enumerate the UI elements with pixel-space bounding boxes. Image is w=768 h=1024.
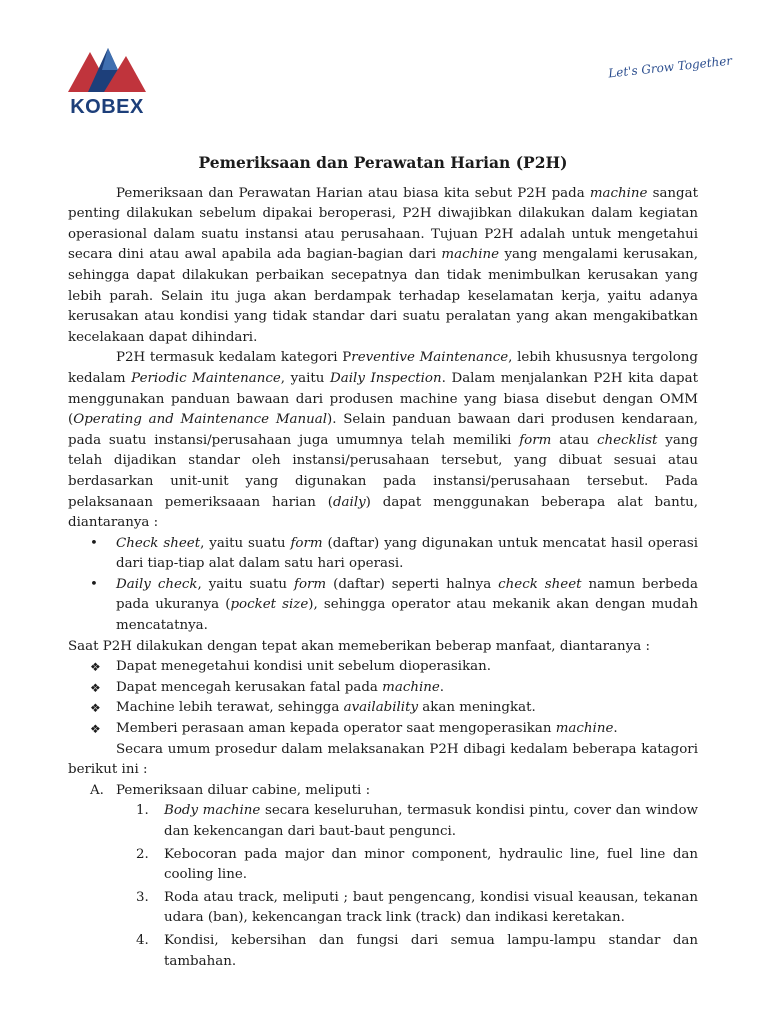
list-item: • Daily check, yaitu suatu form (daftar) seperti halnya check sheet namun berbeda pada ukuranya (pocket size), sehingga operator atau mekanik akan dengan mudah mencatatnya.	[90, 576, 698, 634]
list-item: 3. Roda atau track, meliputi ; baut pengencang, kondisi visual keausan, tekanan udara (ban), kekencangan track link (track) dan indikasi keretakan.	[136, 889, 698, 926]
list-marker: A.	[90, 782, 104, 798]
list-item	[68, 781, 698, 972]
logo-wordmark: KOBEX	[70, 96, 144, 118]
document-title: Pemeriksaan dan Perawatan Harian (P2H)	[198, 153, 568, 172]
list-item: • Check sheet, yaitu suatu form (daftar) yang digunakan untuk mencatat hasil operasi dari tiap-tiap alat dalam satu hari operasi.	[90, 535, 698, 572]
bullet-icon: •	[90, 535, 98, 551]
benefits-intro: Saat P2H dilakukan dengan tepat akan memeberikan beberap manfaat, diantaranya :	[68, 638, 650, 654]
tools-list	[68, 534, 698, 637]
diamond-bullet-icon: ❖	[90, 680, 101, 695]
list-item: ❖ Dapat mencegah kerusakan fatal pada machine.	[68, 678, 698, 699]
diamond-bullet-icon: ❖	[90, 722, 101, 737]
list-item: ❖ Memberi perasaan aman kepada operator saat mengoperasikan machine.	[68, 719, 698, 740]
list-item: 2. Kebocoran pada major dan minor component, hydraulic line, fuel line dan cooling line.	[136, 846, 698, 883]
list-marker: 3.	[136, 889, 149, 905]
paragraph-category: P2H termasuk kedalam kategori Preventive Maintenance, lebih khususnya tergolong kedalam Periodic Maintenance, yaitu Daily Inspection. Dalam menjalankan P2H kita dapat menggunakan panduan bawaan dari produsen machine yang biasa disebut dengan OMM (Operating and Maintenance Manual). Selain panduan bawaan dari produsen kendaraan, pada suatu instansi/perusahaan juga umumnya telah memiliki form atau checklist yang telah dijadikan standar oleh instansi/perusahaan tersebut, yang dibuat sesuai atau berdasarkan unit-unit yang digunakan pada instansi/perusahaan tersebut. Pada pelaksanaan pemeriksaaan harian (daily) dapat menggunakan beberapa alat bantu, diantaranya :	[68, 350, 698, 531]
procedure-list	[68, 781, 698, 972]
diamond-bullet-icon: ❖	[90, 660, 101, 675]
paragraph-intro: Pemeriksaan dan Perawatan Harian atau biasa kita sebut P2H pada machine sangat penting dilakukan sebelum dipakai beroperasi, P2H diwajibkan dilakukan dalam kegiatan operasional dalam suatu instansi atau perusahaan. Tujuan P2H adalah untuk mengetahui secara dini atau awal apabila ada bagian-bagian dari machine yang mengalami kerusakan, sehingga dapat dilakukan perbaikan secepatnya dan tidak menimbulkan kerusakan yang lebih parah. Selain itu juga akan berdampak terhadap keselamatan kerja, yaitu adanya kerusakan atau kondisi yang tidak standar dari suatu peralatan yang akan mengakibatkan kecelakaan dapat dihindari.	[68, 185, 698, 345]
section-a-items	[68, 801, 698, 972]
benefits-list	[68, 657, 698, 739]
bullet-icon: •	[90, 576, 98, 592]
paragraph-procedure: Secara umum prosedur dalam melaksanakan P2H dibagi kedalam beberapa katagori berikut ini :	[68, 741, 698, 778]
tagline: Let's Grow Together	[607, 53, 733, 81]
list-item: 1. Body machine secara keseluruhan, termasuk kondisi pintu, cover dan window dan kekencangan dari baut-baut pengunci.	[136, 803, 698, 839]
section-a-label: Pemeriksaan diluar cabine, meliputi :	[116, 782, 371, 798]
list-item: ❖ Machine lebih terawat, sehingga availability akan meningkat.	[68, 698, 698, 719]
list-marker: 2.	[136, 846, 149, 862]
document-body	[68, 153, 698, 974]
list-marker: 4.	[136, 932, 149, 948]
list-item: ❖ Dapat menegetahui kondisi unit sebelum dioperasikan.	[68, 657, 698, 678]
list-marker: 1.	[136, 803, 149, 819]
list-item: 4. Kondisi, kebersihan dan fungsi dari semua lampu-lampu standar dan tambahan.	[136, 932, 698, 969]
diamond-bullet-icon: ❖	[90, 701, 101, 716]
